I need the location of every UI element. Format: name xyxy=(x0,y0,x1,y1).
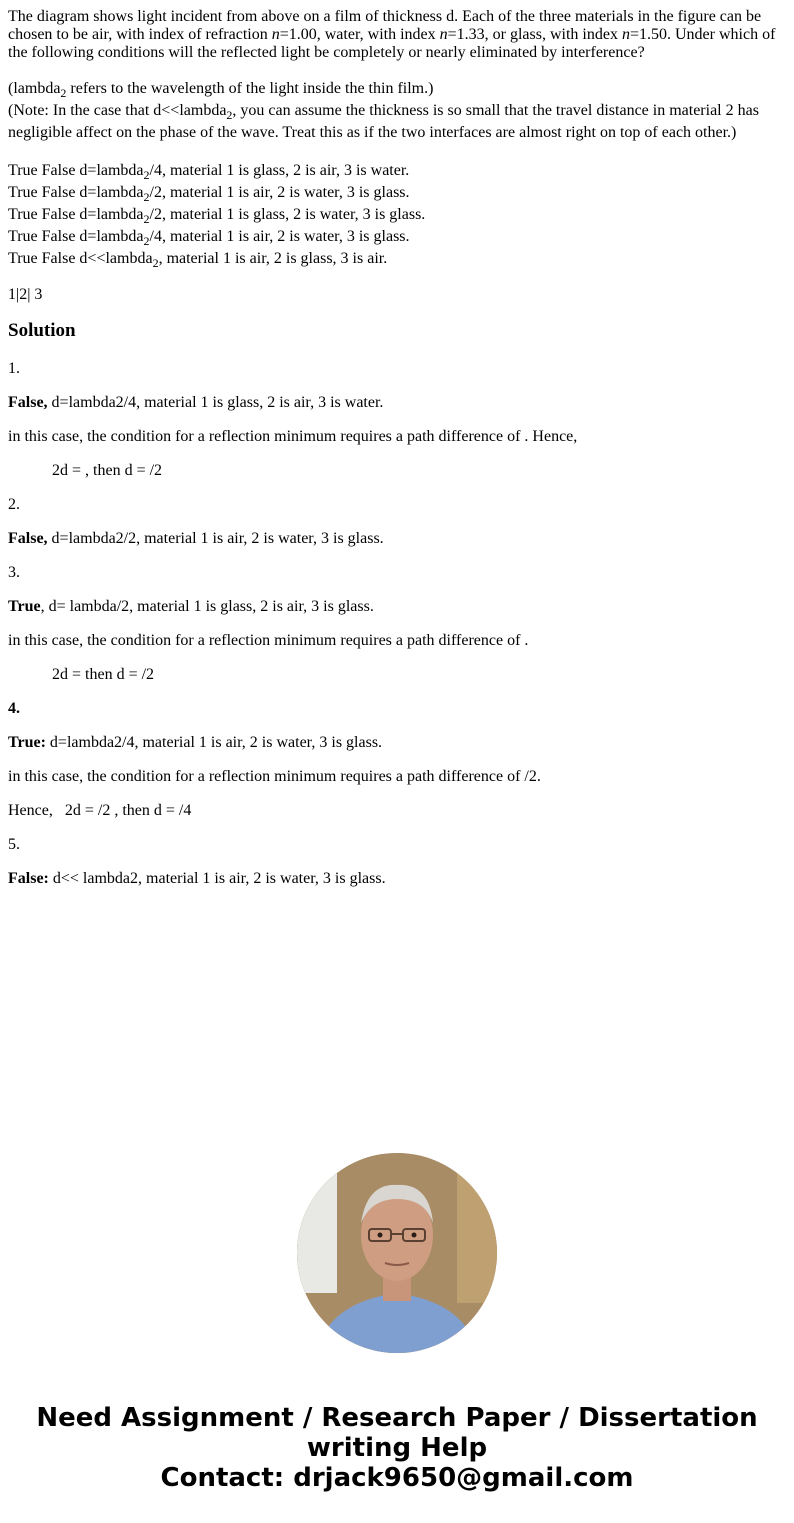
promo-line: Need Assignment / Research Paper / Dissertation xyxy=(36,1403,758,1433)
promo-line: writing Help xyxy=(306,1433,488,1463)
solution-statement: False, d=lambda2/2, material 1 is air, 2 is water, 3 is glass. xyxy=(8,530,384,547)
solution-heading: Solution xyxy=(8,320,76,341)
solution-statement: True: d=lambda2/4, material 1 is air, 2 is water, 3 is glass. xyxy=(8,734,383,751)
solution-statement: False, d=lambda2/4, material 1 is glass, 2 is air, 3 is water. xyxy=(8,394,384,411)
option-item[interactable]: True False d=lambda$_2$/4, material 1 is air, 2 is water, 3 is glass. xyxy=(8,228,410,249)
solution-number: 1. xyxy=(8,360,20,377)
document-body xyxy=(8,8,786,904)
solution-statement: False: d<< lambda2, material 1 is air, 2 is water, 3 is glass. xyxy=(8,870,386,887)
solution-explanation: in this case, the condition for a reflection minimum requires a path difference of . Hence, xyxy=(8,428,578,445)
solution-number: 3. xyxy=(8,564,20,581)
solution-number: 2. xyxy=(8,496,20,513)
contact-email[interactable]: Contact: drjack9650@gmail.com xyxy=(160,1463,634,1493)
solution-number: 5. xyxy=(8,836,20,853)
solution-equation: Hence, 2d = /2 , then d = /4 xyxy=(8,802,192,819)
question-notes: (lambda$_2$ refers to the wavelength of the light inside the thin film.) (Note: In the case that d<<lambda$_2$, you can assume the thickness is so small that the travel distance in material 2 has negligible affect on the phase of the wave. Treat this as if the two interfaces are almost right on top of each other.) xyxy=(8,80,759,141)
question-intro: The diagram shows light incident from above on a film of thickness d. Each of the three materials in the figure can be chosen to be air, with index of refraction n=1.00, water, with index n=1.33, or glass, with index n=1.50. Under which of the following conditions will the reflected light be completely or nearly eliminated by interference? xyxy=(8,8,776,61)
option-item[interactable]: True False d<<lambda$_2$, material 1 is air, 2 is glass, 3 is air. xyxy=(8,250,388,271)
pager[interactable]: 1|2| 3 xyxy=(8,286,43,303)
solution-equation: 2d = then d = /2 xyxy=(52,666,155,683)
solution-number: 4. xyxy=(8,700,20,717)
solution-statement: True, d= lambda/2, material 1 is glass, 2 is air, 3 is glass. xyxy=(8,598,374,615)
solution-explanation: in this case, the condition for a reflection minimum requires a path difference of . xyxy=(8,632,529,649)
promo-footer xyxy=(0,1403,794,1493)
option-list xyxy=(8,160,786,270)
option-item[interactable]: True False d=lambda$_2$/2, material 1 is air, 2 is water, 3 is glass. xyxy=(8,184,410,205)
author-avatar xyxy=(297,1153,497,1353)
solution-equation: 2d = , then d = /2 xyxy=(52,462,163,479)
portrait-image xyxy=(297,1153,497,1353)
option-item[interactable]: True False d=lambda$_2$/4, material 1 is glass, 2 is air, 3 is water. xyxy=(8,162,410,183)
option-item[interactable]: True False d=lambda$_2$/2, material 1 is glass, 2 is water, 3 is glass. xyxy=(8,206,426,227)
solution-explanation: in this case, the condition for a reflection minimum requires a path difference of /2. xyxy=(8,768,541,785)
